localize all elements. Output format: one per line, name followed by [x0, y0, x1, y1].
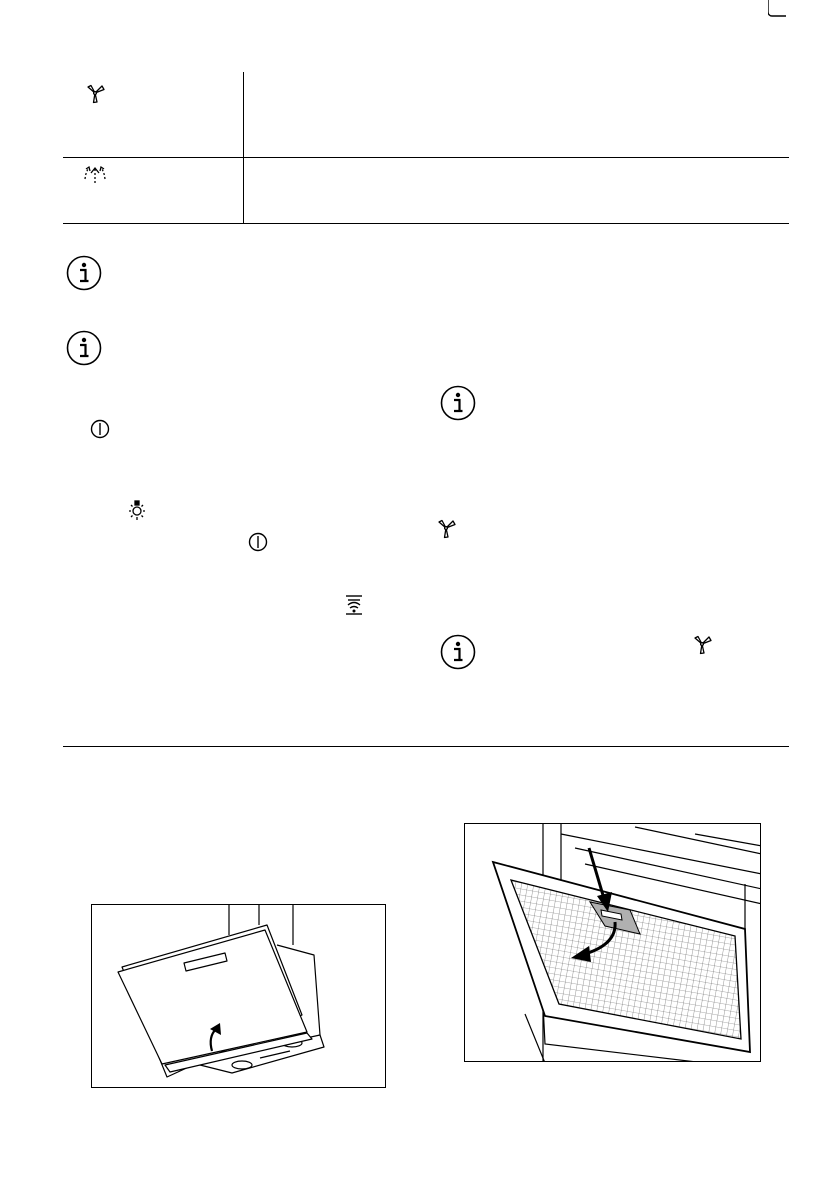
section-divider [63, 746, 789, 747]
grease-filter-figure [464, 823, 761, 1062]
info-icon [66, 330, 102, 366]
table-row-divider [63, 157, 789, 158]
light-icon [126, 500, 148, 524]
power-icon [248, 532, 268, 552]
hob2hood-icon [344, 594, 364, 616]
table-column-divider [243, 72, 244, 224]
table-bottom-border [63, 223, 789, 224]
grease-filter-removal-illustration [465, 824, 761, 1062]
fan-icon [692, 635, 712, 655]
fan-icon [85, 84, 105, 104]
info-icon [66, 255, 102, 291]
hood-panel-figure [91, 904, 386, 1088]
corner-mark-icon [768, 0, 786, 24]
fan-icon [436, 519, 456, 539]
info-icon [440, 385, 476, 421]
hood-panel-open-illustration [92, 905, 386, 1088]
power-icon [90, 419, 110, 439]
breeze-icon [82, 163, 108, 185]
info-icon [440, 634, 476, 670]
